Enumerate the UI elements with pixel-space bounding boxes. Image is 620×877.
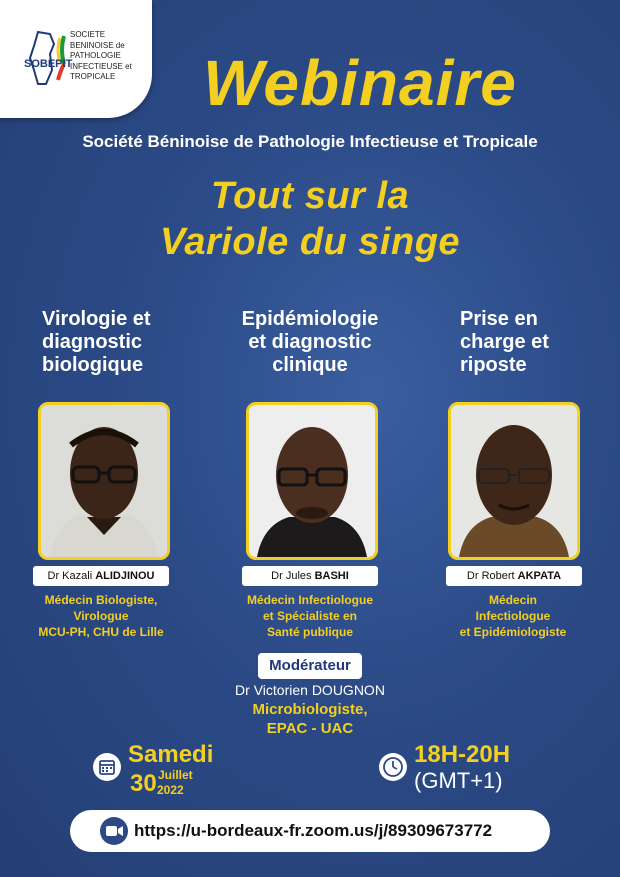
- role-line: EPAC - UAC: [266, 720, 354, 737]
- topic-line: charge et: [460, 331, 549, 353]
- event-day-number: 30: [130, 770, 157, 797]
- name-prefix: Dr Robert: [466, 570, 515, 582]
- speaker-2-role: [225, 592, 395, 640]
- logo-line: BENINOISE de: [70, 40, 125, 50]
- speaker-1-name: [33, 566, 169, 586]
- zoom-video-icon: [100, 817, 128, 845]
- logo-acronym: SOBEPIT: [24, 58, 73, 70]
- event-timezone: (GMT+1): [414, 768, 503, 793]
- topic-line: riposte: [460, 354, 527, 376]
- calendar-icon: [92, 752, 122, 782]
- topic-line: clinique: [272, 354, 348, 376]
- topic-line: Virologie et: [42, 308, 151, 330]
- role-line: MCU-PH, CHU de Lille: [38, 625, 164, 639]
- speaker-2-topic: [225, 308, 395, 377]
- logo-line: PATHOLOGIE: [70, 51, 121, 60]
- speaker-1-photo: [38, 402, 170, 560]
- role-line: et Spécialiste en: [262, 609, 358, 623]
- speaker-3-topic: [460, 308, 620, 377]
- event-year: 2022: [157, 783, 184, 797]
- organization-subtitle: Société Béninoise de Pathologie Infectieuse et Tropicale: [82, 132, 538, 151]
- topic-line: Epidémiologie: [241, 308, 379, 330]
- name-last: BASHI: [314, 570, 349, 582]
- moderator-label: Modérateur: [258, 653, 362, 679]
- name-last: AKPATA: [517, 570, 562, 582]
- moderator-role: [0, 700, 620, 738]
- speaker-3-name: [446, 566, 582, 586]
- name-prefix: Dr Kazali: [47, 570, 93, 582]
- logo-line: INFECTIEUSE et: [70, 61, 132, 71]
- role-line: Médecin Biologiste,: [44, 593, 158, 607]
- name-prefix: Dr Jules: [271, 570, 312, 582]
- speaker-3-role: [428, 592, 598, 640]
- speaker-1-role: [16, 592, 186, 640]
- logo-card: [0, 0, 152, 118]
- logo-text: [70, 30, 132, 83]
- event-day: Samedi: [128, 741, 214, 768]
- topic-line: biologique: [42, 354, 144, 376]
- speaker-2-name: [242, 566, 378, 586]
- event-time: 18H-20H: [414, 741, 511, 768]
- role-line: et Epidémiologiste: [459, 625, 567, 639]
- speaker-2-photo: [246, 402, 378, 560]
- topic-line: diagnostic: [42, 331, 143, 353]
- portrait-icon: [249, 405, 375, 557]
- portrait-icon: [41, 405, 167, 557]
- logo-line: SOCIETE: [70, 30, 106, 39]
- topic-line: et diagnostic: [248, 331, 372, 353]
- role-line: Infectiologue: [475, 609, 551, 623]
- role-line: Médecin: [488, 593, 537, 607]
- page-title: Webinaire: [203, 47, 517, 119]
- portrait-icon: [451, 405, 577, 557]
- topic-title-line-1: Tout sur la: [210, 175, 410, 217]
- role-line: Santé publique: [266, 625, 353, 639]
- topic-title-line-2: Variole du singe: [159, 221, 461, 263]
- topic-line: Prise en: [460, 308, 538, 330]
- name-last: ALIDJINOU: [95, 570, 155, 582]
- role-line: Virologue: [73, 609, 129, 623]
- event-month: Juillet: [158, 768, 193, 782]
- role-line: Microbiologiste,: [252, 701, 368, 718]
- speaker-3-photo: [448, 402, 580, 560]
- logo-line: TROPICALE: [70, 72, 116, 81]
- clock-icon: [378, 752, 408, 782]
- zoom-link[interactable]: https://u-bordeaux-fr.zoom.us/j/89309673772: [134, 821, 493, 840]
- role-line: Médecin Infectiologue: [246, 593, 373, 607]
- speaker-1-topic: [42, 308, 212, 377]
- zoom-link-bar[interactable]: [70, 810, 550, 852]
- moderator-name: Dr Victorien DOUGNON: [235, 682, 385, 698]
